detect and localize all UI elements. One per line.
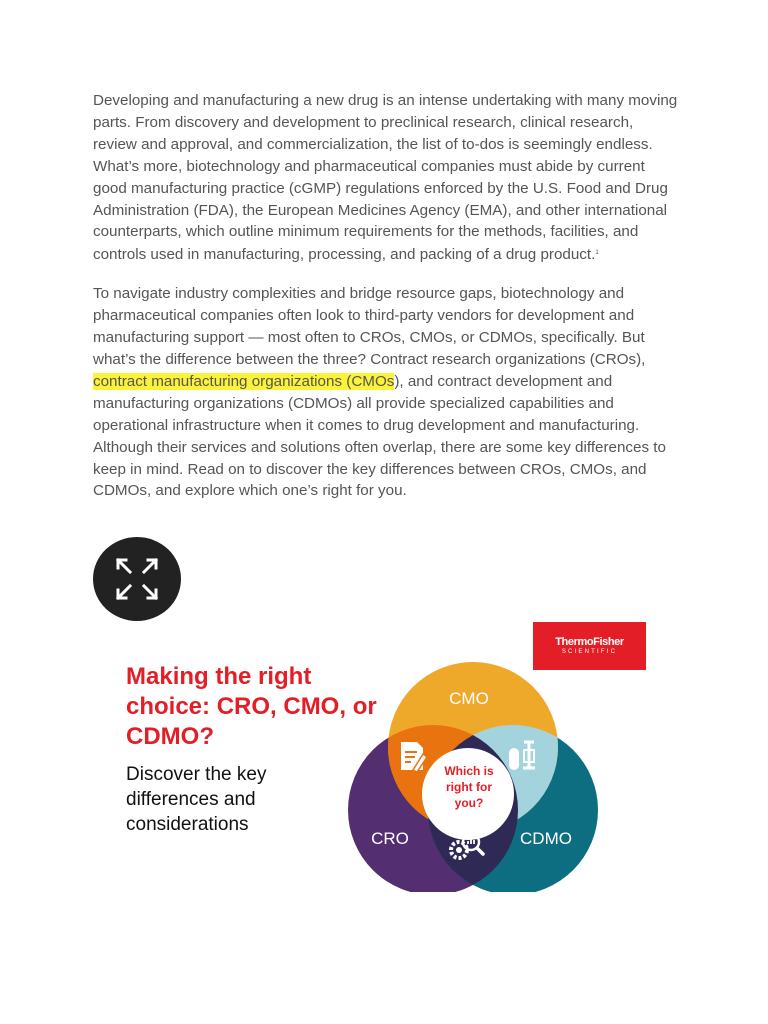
paragraph-1-text: Developing and manufacturing a new drug is an intense undertaking with many moving parts. From discovery and development to preclinical research, clinical research, review and approval, and commercialization, the list of to-dos is seemingly endless. What’s more, biotechnology and pharmaceutical companies must abide by current good manufacturing practice (cGMP) regulations enforced by the U.S. Food and Drug Administration (FDA), the European Medicines Agency (EMA), and other international counterparts, which outline minimum requirements for the methods, facilities, and controls used in manufacturing, processing, and packing of a drug product. [93,92,678,264]
venn-label-cmo: CMO [449,689,489,708]
venn-center-line-1: Which is [444,764,494,778]
article-body [93,90,678,519]
venn-diagram [343,662,603,892]
article-paragraph-2 [93,283,678,502]
promo-title: Making the right choice: CRO, CMO, or CDMO? [126,663,377,750]
paragraph-2-text-start: To navigate industry complexities and bridge resource gaps, biotechnology and pharmaceutical companies often look to third-party vendors for development and manufacturing support — most often to CROs, CMOs, or CDMOs, specifically. But what’s the difference between the three? Contract research organizations (CROs), [93,285,646,368]
expand-arrows-icon [114,556,160,602]
venn-label-cro: CRO [371,829,409,848]
logo-brand-tagline: SCIENTIFIC [561,649,618,655]
promo-infographic[interactable] [93,622,678,907]
expand-image-button[interactable] [93,537,181,621]
promo-subtitle: Discover the key differences and considerations [126,764,267,835]
logo-brand-name: ThermoFisher [555,636,624,648]
paragraph-2-text-end: ), and contract development and manufacturing organizations (CDMOs) all provide specialized capabilities and operational infrastructure when it comes to drug development and manufacturing. Although their services and solutions often overlap, there are some key differences to keep in mind. Read on to discover the key differences between CROs, CMOs, and CDMOs, and explore which one’s right for you. [93,372,666,500]
venn-label-cdmo: CDMO [520,829,572,848]
highlighted-link-cmos[interactable]: contract manufacturing organizations (CMOs [93,372,395,390]
footnote-marker[interactable]: 1 [595,250,599,257]
venn-center-circle [422,748,514,840]
article-paragraph-1 [93,90,678,266]
venn-center-line-2: right for [446,780,492,794]
venn-center-line-3: you? [454,796,484,810]
